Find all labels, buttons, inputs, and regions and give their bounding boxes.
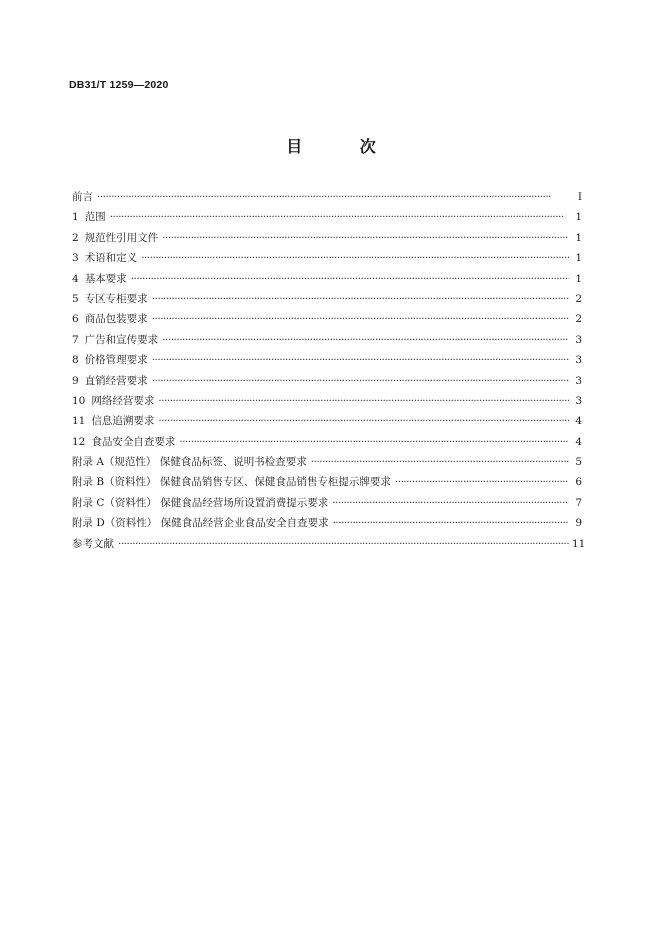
toc-entry-number: 6 xyxy=(72,313,79,326)
toc-entry-page: 1 xyxy=(575,211,582,224)
table-of-contents xyxy=(72,187,586,554)
toc-entry-title: 信息追溯要求 xyxy=(91,415,155,428)
toc-entry[interactable] xyxy=(72,472,582,492)
toc-entry-title: 网络经营要求 xyxy=(91,394,155,407)
toc-entry-title: 范围 xyxy=(84,211,106,224)
toc-leader-dots xyxy=(110,207,569,227)
toc-leader-dots xyxy=(179,432,569,452)
toc-leader-dots xyxy=(152,350,569,370)
toc-entry-title: 附录 C（资料性） 保健食品经营场所设置消费提示要求 xyxy=(72,496,329,509)
toc-entry-title: 价格管理要求 xyxy=(84,354,148,367)
toc-entry-title: 商品包装要求 xyxy=(84,313,148,326)
toc-leader-dots xyxy=(162,228,569,248)
toc-entry-title: 基本要求 xyxy=(84,272,127,285)
toc-entry-title: 规范性引用文件 xyxy=(84,231,159,244)
toc-entry[interactable] xyxy=(72,187,582,207)
toc-entry-page: 1 xyxy=(575,272,582,285)
toc-entry-page: 3 xyxy=(575,394,582,407)
toc-entry-page: 3 xyxy=(575,374,582,387)
toc-entry[interactable] xyxy=(72,350,582,370)
toc-entry-number: 8 xyxy=(72,354,79,367)
toc-leader-dots xyxy=(395,472,569,492)
toc-entry-page: 9 xyxy=(575,517,582,530)
toc-entry-page: 3 xyxy=(575,333,582,346)
toc-entry-title: 前言 xyxy=(72,191,93,203)
toc-entry-page: 4 xyxy=(575,415,582,428)
toc-entry-page: 7 xyxy=(575,496,582,509)
toc-entry[interactable] xyxy=(72,228,582,248)
toc-entry-title: 参考文献 xyxy=(72,537,114,550)
toc-entry-number: 1 xyxy=(72,211,79,224)
toc-entry-number: 5 xyxy=(72,292,79,305)
toc-entry-number: 12 xyxy=(72,435,86,448)
toc-entry-page: I xyxy=(577,191,582,203)
toc-entry[interactable] xyxy=(72,248,582,268)
toc-leader-dots xyxy=(152,371,569,391)
toc-entry[interactable] xyxy=(72,207,582,227)
toc-entry-title: 广告和宣传要求 xyxy=(84,333,159,346)
toc-entry-page: 4 xyxy=(575,435,582,448)
toc-entry[interactable] xyxy=(72,411,582,431)
toc-leader-dots xyxy=(97,187,569,207)
toc-entry[interactable] xyxy=(72,330,582,350)
toc-leader-dots xyxy=(311,452,569,472)
toc-entry-page: 1 xyxy=(575,231,582,244)
toc-entry-title: 附录 D（资料性） 保健食品经营企业食品安全自查要求 xyxy=(72,517,329,530)
page-title: 目 次 xyxy=(286,137,402,156)
toc-entry-title: 术语和定义 xyxy=(84,252,138,265)
toc-leader-dots xyxy=(152,289,569,309)
toc-entry-title: 附录 B（资料性） 保健食品销售专区、保健食品销售专柜提示牌要求 xyxy=(72,476,391,489)
toc-entry-number: 9 xyxy=(72,374,79,387)
toc-leader-dots xyxy=(333,513,569,533)
toc-entry-page: 2 xyxy=(575,292,582,305)
toc-entry[interactable] xyxy=(72,391,582,411)
standard-code: DB31/T 1259—2020 xyxy=(69,79,169,91)
toc-entry-page: 6 xyxy=(575,476,582,489)
toc-leader-dots xyxy=(332,493,569,513)
toc-entry-number: 3 xyxy=(72,252,79,265)
toc-entry-page: 2 xyxy=(575,313,582,326)
toc-leader-dots xyxy=(141,248,569,268)
toc-entry-page: 11 xyxy=(572,537,586,550)
toc-entry[interactable] xyxy=(72,452,582,472)
toc-entry-number: 4 xyxy=(72,272,79,285)
toc-entry-title: 附录 A（规范性） 保健食品标签、说明书检查要求 xyxy=(72,456,307,469)
toc-leader-dots xyxy=(158,391,569,411)
toc-entry-number: 11 xyxy=(72,415,86,428)
toc-leader-dots xyxy=(118,534,569,554)
toc-entry-page: 5 xyxy=(575,456,582,469)
toc-entry[interactable] xyxy=(72,269,582,289)
toc-leader-dots xyxy=(162,330,569,350)
toc-entry-page: 3 xyxy=(575,354,582,367)
toc-entry[interactable] xyxy=(72,289,582,309)
toc-entry[interactable] xyxy=(72,309,582,329)
toc-leader-dots xyxy=(158,411,569,431)
toc-entry-page: 1 xyxy=(575,252,582,265)
toc-entry-title: 直销经营要求 xyxy=(84,374,148,387)
toc-leader-dots xyxy=(152,309,569,329)
toc-leader-dots xyxy=(131,269,569,289)
toc-entry[interactable] xyxy=(72,432,582,452)
toc-entry-title: 食品安全自查要求 xyxy=(91,435,176,448)
toc-entry-title: 专区专柜要求 xyxy=(84,292,148,305)
toc-entry[interactable] xyxy=(72,534,586,554)
toc-entry-number: 7 xyxy=(72,333,79,346)
toc-entry-number: 10 xyxy=(72,394,86,407)
toc-entry[interactable] xyxy=(72,371,582,391)
toc-entry[interactable] xyxy=(72,513,582,533)
toc-entry[interactable] xyxy=(72,493,582,513)
toc-entry-number: 2 xyxy=(72,231,79,244)
